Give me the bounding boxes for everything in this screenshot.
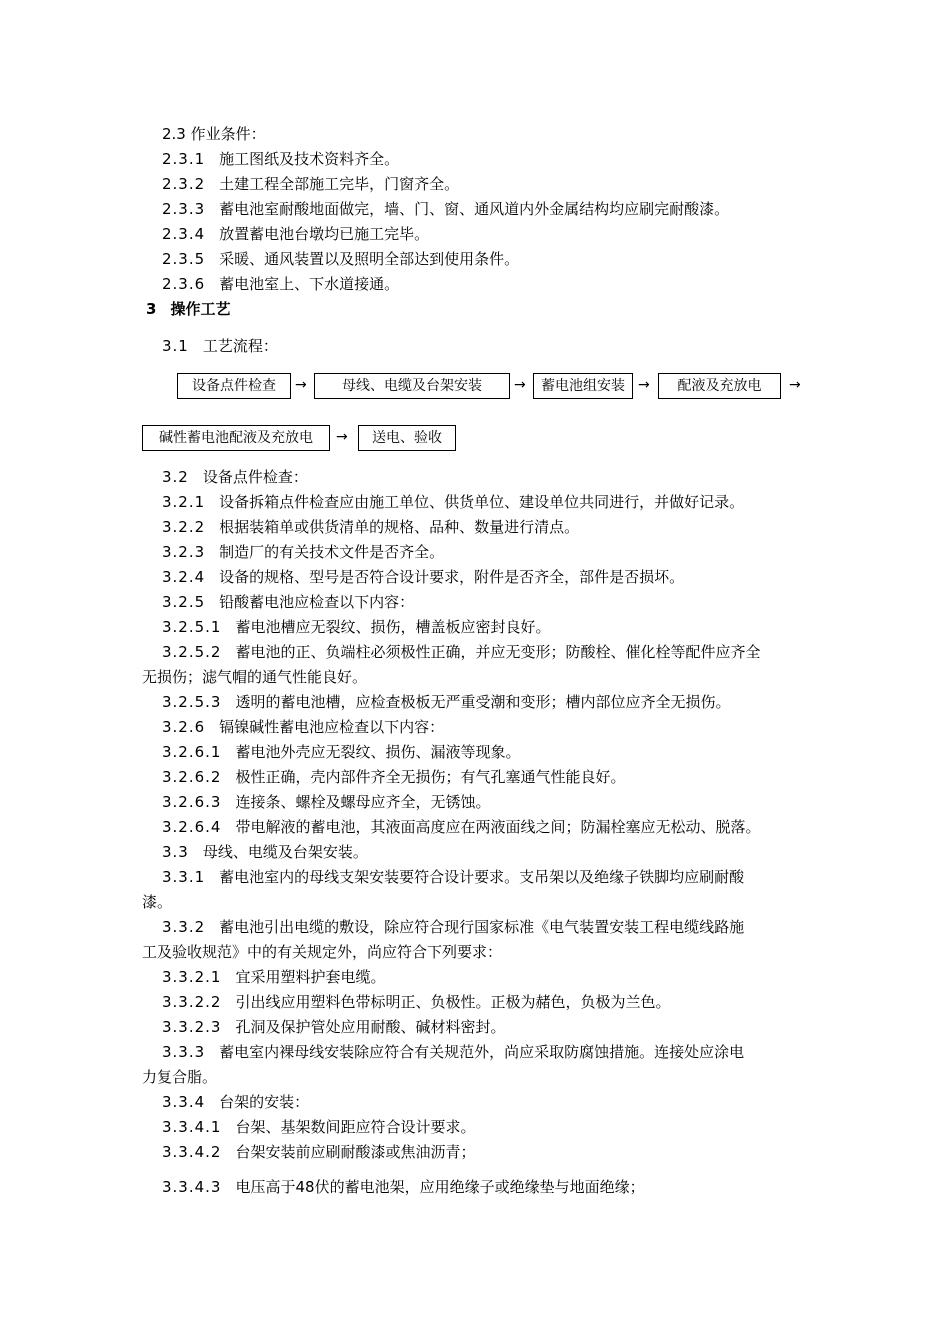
- list-item: [162, 1043, 744, 1061]
- item-text: 透明的蓄电池槽，应检查极板无严重受潮和变形；槽内部位应齐全无损伤。: [235, 693, 731, 711]
- section-3-1-title: [162, 337, 278, 355]
- list-item-continuation: 力复合脂。: [142, 1068, 218, 1086]
- item-text: 土建工程全部施工完毕，门窗齐全。: [219, 175, 460, 193]
- item-number: 3.3.4: [162, 1093, 206, 1111]
- list-item: [162, 968, 386, 986]
- flow-arrow-icon: →: [295, 377, 307, 393]
- item-text: 蓄电池槽应无裂纹、损伤，槽盖板应密封良好。: [235, 618, 551, 636]
- item-number: 3.2.5.3: [162, 693, 222, 711]
- list-item: [162, 1018, 506, 1036]
- list-item: [162, 718, 444, 736]
- flow-step-3: 蓄电池组安装: [533, 373, 633, 399]
- item-number: 3.2.2: [162, 518, 206, 536]
- item-text: 连接条、螺栓及螺母应齐全，无锈蚀。: [235, 793, 491, 811]
- flow-arrow-icon: →: [789, 377, 801, 393]
- section-title: 操作工艺: [170, 300, 231, 318]
- item-number: 3.1: [162, 337, 189, 355]
- list-item: [162, 568, 684, 586]
- list-item: [162, 918, 744, 936]
- list-item: [162, 818, 761, 836]
- item-number: 3.2.5.2: [162, 643, 222, 661]
- item-number: 3.2.3: [162, 543, 206, 561]
- list-item: [162, 793, 491, 811]
- list-item: [162, 843, 368, 861]
- item-number: 3.2: [162, 468, 189, 486]
- item-text: 蓄电池的正、负端柱必须极性正确，并应无变形；防酸栓、催化栓等配件应齐全: [235, 643, 761, 661]
- flow-step-1: 设备点件检查: [177, 373, 291, 399]
- item-text: 台架安装前应刷耐酸漆或焦油沥青；: [235, 1143, 476, 1161]
- section-3-heading: [146, 300, 230, 318]
- list-item: [162, 593, 414, 611]
- item-text: 蓄电池引出电缆的敷设，除应符合现行国家标准《电气装置安装工程电缆线路施: [219, 918, 745, 936]
- item-text: 设备的规格、型号是否符合设计要求，附件是否齐全，部件是否损坏。: [219, 568, 685, 586]
- list-item: [162, 175, 459, 193]
- item-text: 采暖、通风装置以及照明全部达到使用条件。: [219, 250, 520, 268]
- item-text: 蓄电池室耐酸地面做完，墙、门、窗、通风道内外金属结构均应刷完耐酸漆。: [219, 200, 730, 218]
- list-item: [162, 1143, 476, 1161]
- item-number: 2.3.6: [162, 275, 206, 293]
- item-number: 3.3.3: [162, 1043, 206, 1061]
- item-number: 3.3.2.2: [162, 993, 222, 1011]
- list-item: [162, 768, 626, 786]
- list-item: [162, 1118, 476, 1136]
- item-number: 3.2.6.3: [162, 793, 222, 811]
- item-text: 蓄电室内裸母线安装除应符合有关规范外，尚应采取防腐蚀措施。连接处应涂电: [219, 1043, 745, 1061]
- item-text: 极性正确，壳内部件齐全无损伤；有气孔塞通气性能良好。: [235, 768, 626, 786]
- item-number: 3.2.4: [162, 568, 206, 586]
- list-item-continuation: 漆。: [142, 893, 173, 911]
- item-number: 3.3: [162, 843, 189, 861]
- item-number: 3.2.6: [162, 718, 206, 736]
- item-number: 3.3.2: [162, 918, 206, 936]
- list-item-continuation: 无损伤；滤气帽的通气性能良好。: [142, 668, 368, 686]
- list-item: [162, 1178, 645, 1196]
- item-text: 母线、电缆及台架安装。: [202, 843, 368, 861]
- item-number: 3.2.1: [162, 493, 206, 511]
- list-item: [162, 543, 444, 561]
- section-2-3-title: 2.3 作业条件：: [162, 125, 266, 143]
- flow-step-6: 送电、验收: [358, 425, 456, 451]
- item-number: 3.3.2.1: [162, 968, 222, 986]
- item-text: 施工图纸及技术资料齐全。: [219, 150, 400, 168]
- list-item: [162, 1093, 309, 1111]
- item-number: 3.2.6.1: [162, 743, 222, 761]
- item-text: 设备点件检查：: [202, 468, 308, 486]
- list-item: [162, 868, 744, 886]
- item-text: 台架、基架数间距应符合设计要求。: [235, 1118, 476, 1136]
- list-item: [162, 150, 399, 168]
- item-text: 孔洞及保护管处应用耐酸、碱材料密封。: [235, 1018, 506, 1036]
- item-number: 3.2.5: [162, 593, 206, 611]
- item-number: 3.3.4.3: [162, 1178, 222, 1196]
- list-item: [162, 693, 731, 711]
- item-number: 2.3.3: [162, 200, 206, 218]
- item-number: 2.3.4: [162, 225, 206, 243]
- item-number: 3.3.1: [162, 868, 206, 886]
- item-text: 台架的安装：: [219, 1093, 310, 1111]
- flow-arrow-icon: →: [638, 377, 650, 393]
- item-text: 引出线应用塑料色带标明正、负极性。正极为赭色，负极为兰色。: [235, 993, 671, 1011]
- item-text: 宜采用塑料护套电缆。: [235, 968, 386, 986]
- list-item: [162, 643, 761, 661]
- item-text: 铅酸蓄电池应检查以下内容：: [219, 593, 415, 611]
- item-text: 制造厂的有关技术文件是否齐全。: [219, 543, 445, 561]
- item-text: 工艺流程：: [202, 337, 278, 355]
- item-text: 带电解液的蓄电池，其液面高度应在两液面线之间；防漏栓塞应无松动、脱落。: [235, 818, 761, 836]
- flow-step-2: 母线、电缆及台架安装: [314, 373, 510, 399]
- item-number: 3.2.5.1: [162, 618, 222, 636]
- item-number: 2.3.2: [162, 175, 206, 193]
- list-item: [162, 493, 744, 511]
- list-item: [162, 468, 308, 486]
- section-number: 3: [146, 300, 157, 318]
- item-number: 2.3.5: [162, 250, 206, 268]
- item-text: 放置蓄电池台墩均已施工完毕。: [219, 225, 430, 243]
- flow-arrow-icon: →: [336, 429, 348, 445]
- item-number: 3.3.4.1: [162, 1118, 222, 1136]
- item-text: 镉镍碱性蓄电池应检查以下内容：: [219, 718, 445, 736]
- item-text: 设备拆箱点件检查应由施工单位、供货单位、建设单位共同进行，并做好记录。: [219, 493, 745, 511]
- item-number: 3.2.6.4: [162, 818, 222, 836]
- list-item: [162, 743, 521, 761]
- list-item: [162, 250, 519, 268]
- item-number: 3.3.2.3: [162, 1018, 222, 1036]
- item-number: 3.3.4.2: [162, 1143, 222, 1161]
- list-item: [162, 225, 429, 243]
- flow-step-4: 配液及充放电: [658, 373, 781, 399]
- list-item-continuation: 工及验收规范》中的有关规定外，尚应符合下列要求：: [142, 943, 503, 961]
- flow-arrow-icon: →: [514, 377, 526, 393]
- list-item: [162, 618, 551, 636]
- item-text: 蓄电池外壳应无裂纹、损伤、漏液等现象。: [235, 743, 521, 761]
- item-number: 2.3.1: [162, 150, 206, 168]
- item-number: 3.2.6.2: [162, 768, 222, 786]
- list-item: [162, 275, 399, 293]
- item-text: 根据装箱单或供货清单的规格、品种、数量进行清点。: [219, 518, 580, 536]
- list-item: [162, 993, 671, 1011]
- item-text: 蓄电池室上、下水道接通。: [219, 275, 400, 293]
- list-item: [162, 518, 579, 536]
- list-item: [162, 200, 729, 218]
- flow-step-5: 碱性蓄电池配液及充放电: [142, 425, 330, 451]
- item-text: 电压高于48伏的蓄电池架，应用绝缘子或绝缘垫与地面绝缘；: [235, 1178, 645, 1196]
- item-text: 蓄电池室内的母线支架安装要符合设计要求。支吊架以及绝缘子铁脚均应刷耐酸: [219, 868, 745, 886]
